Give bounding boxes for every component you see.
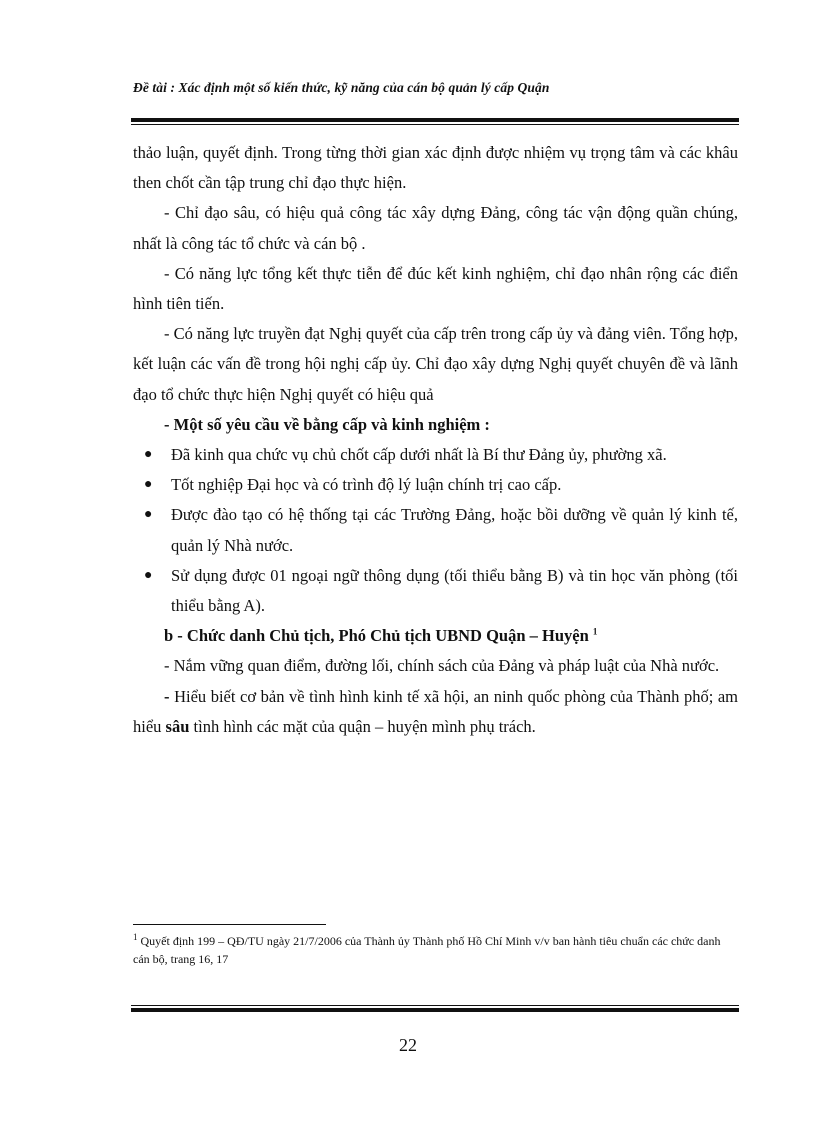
paragraph-resolutions: - Có năng lực truyền đạt Nghị quyết của cấp trên trong cấp ủy và đảng viên. Tổng hợp, kết luận các vấn đề trong hội nghị cấp ủy. Chỉ đạo xây dựng Nghị quyết chuyên đề và lãnh đạo tổ chức thực hiện Nghị quyết có hiệu quả	[133, 324, 738, 404]
list-item	[133, 470, 738, 500]
footer-rule-thick	[131, 1008, 739, 1012]
running-header: Đề tài : Xác định một số kiến thức, kỹ năng của cán bộ quản lý cấp Quận	[133, 80, 550, 95]
heading-chairman-text: b - Chức danh Chủ tịch, Phó Chủ tịch UBND Quận – Huyện	[164, 626, 589, 646]
footnote-reference[interactable]: 1	[592, 626, 598, 637]
bullet-icon: ●	[144, 477, 153, 493]
qualification-list	[133, 440, 738, 621]
bullet-icon: ●	[144, 567, 153, 583]
heading-qualifications: - Một số yêu cầu về bằng cấp và kinh nghiệm :	[164, 414, 490, 434]
footnote-text: Quyết định 199 – QĐ/TU ngày 21/7/2006 của Thành ủy Thành phố Hồ Chí Minh v/v ban hành tiêu chuẩn các chức danh cán bộ, trang 16, 17	[133, 934, 721, 966]
paragraph-summarize-practice: - Có năng lực tổng kết thực tiễn để đúc kết kinh nghiệm, chỉ đạo nhân rộng các điển hình tiên tiến.	[133, 263, 738, 314]
bullet-icon: ●	[144, 447, 153, 463]
paragraph-party-building: - Chỉ đạo sâu, có hiệu quả công tác xây dựng Đảng, công tác vận động quần chúng, nhất là công tác tổ chức và cán bộ .	[133, 203, 738, 253]
page-number: 22	[399, 1035, 417, 1055]
header-rule-thin	[131, 124, 739, 125]
list-item-text: Được đào tạo có hệ thống tại các Trường Đảng, hoặc bồi dưỡng về quản lý kinh tế, quản lý Nhà nước.	[171, 505, 738, 555]
paragraph-party-policy: - Nắm vững quan điểm, đường lối, chính sách của Đảng và pháp luật của Nhà nước.	[164, 656, 720, 676]
paragraph-text-part: Hiểu biết cơ bản về tình hình kinh tế xã hội, an ninh quốc phòng của Thành phố; am hiểu	[133, 686, 738, 736]
footnote-separator	[133, 924, 326, 925]
heading-chairman	[133, 621, 738, 651]
list-item-text: Tốt nghiệp Đại học và có trình độ lý luận chính trị cao cấp.	[171, 475, 562, 495]
paragraph-local-knowledge	[133, 682, 738, 742]
footnote-marker: 1	[133, 932, 138, 942]
list-item-text: Sử dụng được 01 ngoại ngữ thông dụng (tối thiểu bằng B) và tin học văn phòng (tối thiểu bằng A).	[171, 565, 738, 616]
bullet-icon: ●	[144, 507, 153, 523]
list-item	[133, 561, 738, 621]
header-rule-thick	[131, 118, 739, 122]
emphasis-text: sâu	[165, 716, 190, 736]
list-item	[133, 440, 738, 470]
footer-rule-thin	[131, 1005, 739, 1006]
paragraph-text-part: tình hình các mặt của quận – huyện mình phụ trách.	[189, 716, 536, 736]
body-text	[133, 138, 738, 742]
footnote	[133, 932, 738, 968]
dash-marker: -	[164, 686, 170, 706]
list-item-text: Đã kinh qua chức vụ chủ chốt cấp dưới nhất là Bí thư Đảng ủy, phường xã.	[171, 445, 667, 465]
paragraph-continuation: thảo luận, quyết định. Trong từng thời gian xác định được nhiệm vụ trọng tâm và các khâu then chốt cần tập trung chỉ đạo thực hiện.	[133, 143, 738, 193]
list-item	[133, 500, 738, 560]
